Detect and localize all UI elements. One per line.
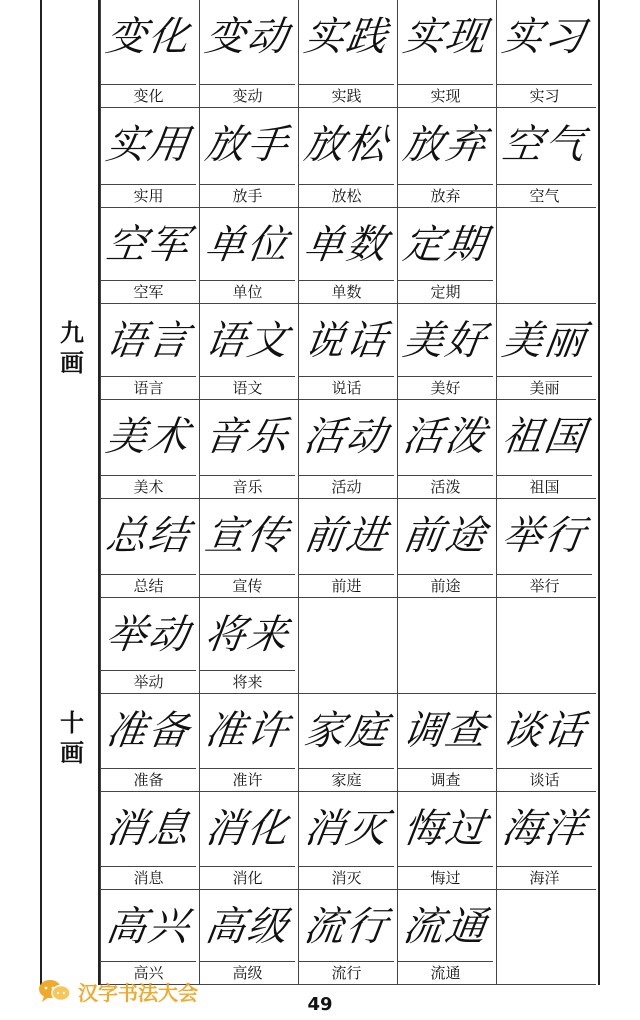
handwritten-word: 放弃 — [400, 122, 491, 168]
empty-cell — [298, 598, 394, 693]
word-cell — [100, 304, 196, 399]
word-cell — [199, 400, 295, 498]
word-caption: 活泼 — [398, 475, 493, 498]
word-cell — [397, 0, 493, 107]
word-cell — [496, 694, 592, 791]
handwritten-word: 流行 — [301, 904, 392, 950]
stroke-count-column — [40, 0, 100, 985]
word-caption: 语文 — [200, 376, 295, 399]
handwritten-word: 单数 — [301, 222, 392, 268]
handwritten-word: 语文 — [202, 318, 293, 364]
grid-row — [100, 890, 596, 985]
word-cell — [100, 400, 196, 498]
handwritten-word: 变化 — [103, 14, 194, 60]
handwritten-word: 准许 — [202, 708, 293, 754]
handwritten-word: 美丽 — [499, 318, 590, 364]
handwritten-word: 举行 — [499, 513, 590, 559]
word-cell — [496, 0, 592, 107]
word-cell — [496, 108, 592, 207]
word-cell — [496, 304, 592, 399]
handwritten-word: 流通 — [400, 904, 491, 950]
handwritten-word: 消息 — [103, 806, 194, 852]
empty-cell — [496, 208, 592, 303]
word-caption: 家庭 — [299, 768, 394, 791]
word-cell — [199, 208, 295, 303]
word-caption: 放手 — [200, 184, 295, 207]
empty-cell — [496, 890, 592, 984]
handwritten-word: 音乐 — [202, 414, 293, 460]
handwritten-word: 谈话 — [499, 708, 590, 754]
word-cell — [199, 890, 295, 984]
word-caption: 美丽 — [497, 376, 592, 399]
word-cell — [100, 694, 196, 791]
word-cell — [199, 0, 295, 107]
word-caption: 前进 — [299, 574, 394, 597]
word-cell — [397, 108, 493, 207]
word-cell — [100, 108, 196, 207]
word-caption: 祖国 — [497, 475, 592, 498]
word-caption: 变动 — [200, 84, 295, 107]
word-cell — [100, 890, 196, 984]
handwritten-word: 活泼 — [400, 414, 491, 460]
word-cell — [397, 890, 493, 984]
handwritten-word: 祖国 — [499, 414, 590, 460]
handwritten-word: 实用 — [103, 122, 194, 168]
grid-row — [100, 598, 596, 694]
word-cell — [298, 499, 394, 597]
empty-cell — [397, 598, 493, 693]
handwritten-word: 总结 — [103, 513, 194, 559]
word-caption: 海洋 — [497, 866, 592, 889]
handwritten-word: 语言 — [103, 318, 194, 364]
handwritten-word: 放手 — [202, 122, 293, 168]
word-cell — [397, 304, 493, 399]
word-caption: 单位 — [200, 280, 295, 303]
handwritten-word: 定期 — [400, 222, 491, 268]
handwritten-word: 变动 — [202, 14, 293, 60]
word-caption: 空军 — [101, 280, 196, 303]
watermark-text: 汉字书法大会 — [78, 980, 198, 1005]
handwritten-word: 前途 — [400, 513, 491, 559]
word-caption: 实习 — [497, 84, 592, 107]
word-caption: 消息 — [101, 866, 196, 889]
word-cell — [496, 400, 592, 498]
word-cell — [397, 792, 493, 889]
word-caption: 流通 — [398, 961, 493, 984]
word-cell — [496, 792, 592, 889]
word-cell — [397, 694, 493, 791]
word-caption: 准许 — [200, 768, 295, 791]
word-caption: 实现 — [398, 84, 493, 107]
word-cell — [100, 208, 196, 303]
word-cell — [100, 792, 196, 889]
word-cell — [496, 499, 592, 597]
word-caption: 活动 — [299, 475, 394, 498]
word-cell — [298, 400, 394, 498]
handwritten-word: 海洋 — [499, 806, 590, 852]
word-cell — [100, 499, 196, 597]
word-caption: 高级 — [200, 961, 295, 984]
handwritten-word: 高兴 — [103, 904, 194, 950]
handwritten-word: 活动 — [301, 414, 392, 460]
handwritten-word: 空军 — [103, 222, 194, 268]
word-cell — [199, 598, 295, 693]
word-caption: 美好 — [398, 376, 493, 399]
grid-row — [100, 499, 596, 598]
handwritten-word: 空气 — [499, 122, 590, 168]
grid-row — [100, 694, 596, 792]
handwritten-word: 说话 — [301, 318, 392, 364]
word-caption: 高兴 — [101, 961, 196, 984]
word-caption: 消灭 — [299, 866, 394, 889]
page-number: 49 — [307, 994, 333, 1015]
word-caption: 举行 — [497, 574, 592, 597]
grid-row — [100, 400, 596, 499]
word-cell — [100, 598, 196, 693]
word-caption: 变化 — [101, 84, 196, 107]
word-caption: 谈话 — [497, 768, 592, 791]
handwritten-word: 单位 — [202, 222, 293, 268]
handwritten-word: 美好 — [400, 318, 491, 364]
word-caption: 空气 — [497, 184, 592, 207]
handwritten-word: 实践 — [301, 14, 392, 60]
word-cell — [298, 694, 394, 791]
handwritten-word: 家庭 — [301, 708, 392, 754]
word-cell — [199, 304, 295, 399]
handwritten-word: 实现 — [400, 14, 491, 60]
handwritten-word: 消化 — [202, 806, 293, 852]
word-caption: 调查 — [398, 768, 493, 791]
word-cell — [298, 792, 394, 889]
word-caption: 消化 — [200, 866, 295, 889]
word-cell — [397, 400, 493, 498]
handwritten-word: 美术 — [103, 414, 194, 460]
word-cell — [298, 208, 394, 303]
word-caption: 举动 — [101, 670, 196, 693]
grid-row — [100, 792, 596, 890]
empty-cell — [496, 598, 592, 693]
word-caption: 前途 — [398, 574, 493, 597]
handwritten-word: 消灭 — [301, 806, 392, 852]
word-caption: 美术 — [101, 475, 196, 498]
word-caption: 单数 — [299, 280, 394, 303]
handwritten-word: 将来 — [202, 612, 293, 658]
handwritten-word: 悔过 — [400, 806, 491, 852]
section-label-nine-strokes: 九画 — [60, 319, 84, 377]
word-caption: 准备 — [101, 768, 196, 791]
grid-row — [100, 208, 596, 304]
grid-row — [100, 0, 596, 108]
word-caption: 音乐 — [200, 475, 295, 498]
word-caption: 放松 — [299, 184, 394, 207]
word-caption: 实用 — [101, 184, 196, 207]
handwritten-word: 准备 — [103, 708, 194, 754]
word-cell — [199, 792, 295, 889]
word-cell — [298, 0, 394, 107]
word-caption: 语言 — [101, 376, 196, 399]
handwritten-word: 高级 — [202, 904, 293, 950]
word-cell — [397, 208, 493, 303]
word-cell — [100, 0, 196, 107]
handwritten-word: 举动 — [103, 612, 194, 658]
word-caption: 悔过 — [398, 866, 493, 889]
grid-row — [100, 108, 596, 208]
handwritten-word: 调查 — [400, 708, 491, 754]
word-caption: 总结 — [101, 574, 196, 597]
handwritten-word: 宣传 — [202, 513, 293, 559]
word-caption: 流行 — [299, 961, 394, 984]
word-cell — [199, 108, 295, 207]
word-caption: 实践 — [299, 84, 394, 107]
word-cell — [199, 499, 295, 597]
word-caption: 放弃 — [398, 184, 493, 207]
handwritten-word: 放松 — [301, 122, 392, 168]
word-cell — [397, 499, 493, 597]
handwritten-word: 前进 — [301, 513, 392, 559]
handwritten-word: 实习 — [499, 14, 590, 60]
word-caption: 说话 — [299, 376, 394, 399]
word-cell — [298, 108, 394, 207]
word-caption: 宣传 — [200, 574, 295, 597]
grid-row — [100, 304, 596, 400]
word-cell — [199, 694, 295, 791]
word-cell — [298, 304, 394, 399]
word-caption: 定期 — [398, 280, 493, 303]
word-cell — [298, 890, 394, 984]
section-label-ten-strokes: 十画 — [60, 709, 84, 767]
word-caption: 将来 — [200, 670, 295, 693]
